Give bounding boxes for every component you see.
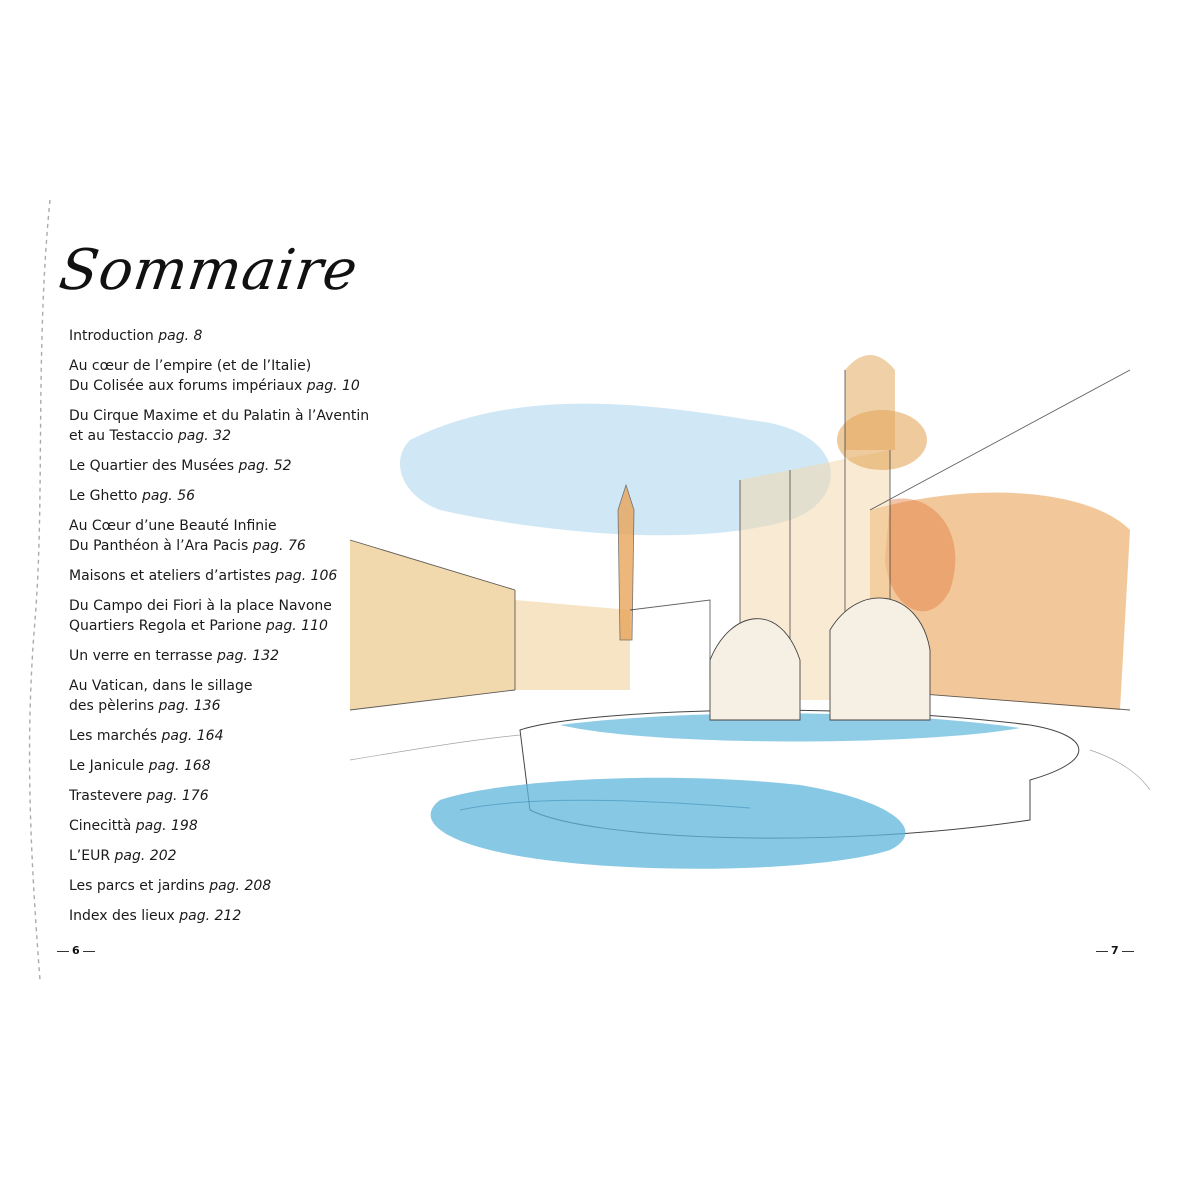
- toc-title: Du Panthéon à l’Ara Pacis: [69, 538, 253, 554]
- toc-title: Index des lieux: [69, 908, 180, 924]
- toc-page-ref: pag. 208: [209, 878, 272, 894]
- toc-title: Cinecittà: [69, 818, 136, 834]
- toc-entry: [69, 906, 389, 926]
- toc-page-ref: pag. 56: [141, 488, 196, 504]
- toc-page-ref: pag. 176: [146, 788, 209, 804]
- page-number-right: 7: [1093, 944, 1137, 957]
- toc-title: Un verre en terrasse: [69, 648, 218, 664]
- toc-title: L’EUR: [69, 848, 115, 864]
- toc-page-ref: pag. 168: [148, 758, 211, 774]
- toc-page-ref: pag. 110: [265, 618, 328, 634]
- toc-page-ref: pag. 52: [238, 458, 292, 474]
- toc-page-ref: pag. 164: [161, 728, 224, 744]
- toc-page-ref: pag. 32: [177, 428, 231, 444]
- toc-title: Trastevere: [69, 788, 147, 804]
- toc-page-ref: pag. 10: [306, 378, 360, 394]
- toc-title: Du Colisée aux forums impériaux: [69, 378, 307, 394]
- page-fold-edge: [0, 0, 60, 1000]
- toc-page-ref: pag. 132: [217, 648, 280, 664]
- toc-title: Au cœur de l’empire (et de l’Italie): [69, 358, 312, 374]
- toc-line: [69, 906, 389, 926]
- toc-page-ref: pag. 212: [179, 908, 242, 924]
- toc-title: et au Testaccio: [69, 428, 178, 444]
- page-title: Sommaire: [55, 238, 363, 303]
- toc-title: Les marchés: [69, 728, 162, 744]
- toc-title: Quartiers Regola et Parione: [69, 618, 266, 634]
- toc-title: Du Cirque Maxime et du Palatin à l’Aventin: [69, 408, 370, 424]
- toc-page-ref: pag. 8: [158, 328, 203, 344]
- toc-page-ref: pag. 106: [275, 568, 338, 584]
- page-number-left: 6: [54, 944, 98, 957]
- toc-title: des pèlerins: [69, 698, 159, 714]
- toc-page-ref: pag. 202: [114, 848, 177, 864]
- toc-title: Au Vatican, dans le sillage: [69, 678, 253, 694]
- toc-title: Introduction: [69, 328, 159, 344]
- toc-title: Maisons et ateliers d’artistes: [69, 568, 276, 584]
- toc-title: Du Campo dei Fiori à la place Navone: [69, 598, 332, 614]
- toc-title: Le Quartier des Musées: [69, 458, 239, 474]
- toc-title: Les parcs et jardins: [69, 878, 210, 894]
- piazza-navona-illustration: [330, 330, 1160, 890]
- toc-title: Au Cœur d’une Beauté Infinie: [69, 518, 277, 534]
- toc-title: Le Janicule: [69, 758, 149, 774]
- toc-page-ref: pag. 76: [252, 538, 306, 554]
- toc-page-ref: pag. 136: [158, 698, 221, 714]
- toc-title: Le Ghetto: [69, 488, 142, 504]
- toc-page-ref: pag. 198: [135, 818, 198, 834]
